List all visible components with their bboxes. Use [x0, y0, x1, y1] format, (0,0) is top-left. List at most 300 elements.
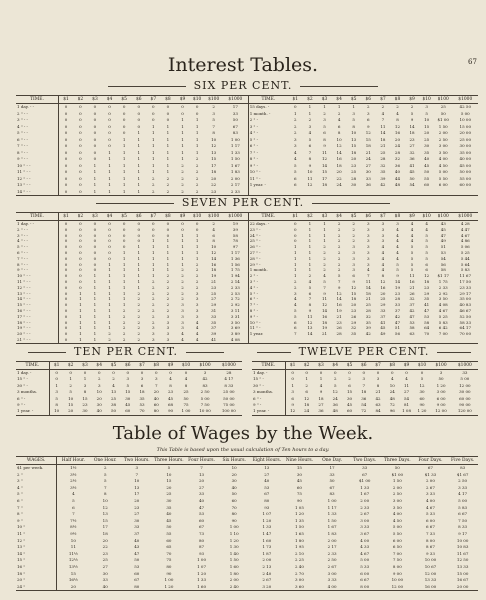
table-cell: 0 — [122, 221, 126, 226]
table-cell: 5 " - — [248, 137, 288, 144]
table-cell: 30 — [346, 395, 353, 401]
table-cell: 12 — [336, 143, 342, 148]
table-cell: 1 — [195, 238, 199, 244]
table-cell: 73 — [199, 530, 205, 536]
table-cell: 0 — [93, 110, 97, 116]
table-cell: 30 — [365, 169, 371, 174]
table-cell: 5 00 — [460, 110, 470, 116]
table-cell: 75 00 — [223, 402, 235, 408]
table-cell — [434, 189, 453, 196]
table-cell: 1 — [166, 149, 170, 155]
table-cell: 27 — [199, 484, 205, 490]
table-cell: 6 — [308, 143, 312, 148]
table-cell: 2 — [352, 226, 355, 232]
table-cell: 42 — [375, 395, 381, 401]
column-header: $5 — [106, 362, 120, 370]
table-cell: 1 — [122, 255, 126, 261]
table-cell: 35 — [365, 319, 371, 325]
table-cell: 1 year. - — [248, 182, 288, 189]
table-cell: 40 — [424, 156, 430, 161]
table-cell: 3 — [367, 232, 370, 238]
table-cell: 9 00 — [392, 570, 402, 576]
table-cell: 33 — [380, 307, 386, 313]
table-cell: 1 — [181, 238, 184, 244]
table-cell: 23 — [204, 189, 223, 196]
table-row — [16, 491, 478, 498]
column-header: $1 — [288, 213, 303, 221]
wages-note: This Table is based upon the usual calculation of Ten hours to a day. — [156, 447, 330, 453]
table-cell: 1 — [122, 249, 126, 255]
column-header: $100 — [204, 96, 223, 104]
table-cell: 4 — [294, 296, 297, 302]
table-cell: 6 " - — [248, 143, 288, 150]
table-cell: 2 — [337, 221, 341, 226]
table-cell: 18 — [424, 278, 430, 284]
table-cell: 1 33 — [360, 484, 370, 490]
table-cell: 0 — [79, 238, 82, 244]
table-cell: 2 — [152, 175, 155, 181]
table-cell: 2 50 — [392, 491, 402, 497]
table-cell: 2 — [195, 169, 199, 174]
table-cell: 1 — [195, 117, 199, 122]
column-header: $4 — [328, 362, 342, 370]
table-cell: 2 25 — [294, 557, 304, 563]
table-cell: 3 00 — [294, 577, 304, 583]
table-cell: 80 — [149, 408, 163, 415]
table-cell: 1 — [152, 156, 155, 161]
table-cell: 0 — [79, 104, 82, 109]
table-cell: $1 00 — [358, 478, 371, 484]
table-cell: 53 — [440, 249, 446, 255]
table-cell: 13 — [134, 484, 140, 490]
table-cell: 2 — [181, 278, 184, 284]
column-header: $2 — [303, 96, 318, 104]
table-cell: 1 50 — [229, 557, 239, 563]
table-cell: 12 " — [17, 537, 26, 543]
table-cell: 49 — [440, 238, 446, 244]
table-cell: 2 50 — [458, 478, 468, 484]
table-cell: 7 — [308, 149, 312, 155]
table-cell: 15 — [57, 571, 90, 578]
table-cell: 3 — [181, 319, 184, 325]
table-cell: 30 " - — [17, 382, 28, 388]
table-cell: 0 — [166, 104, 170, 109]
table-cell: 1 — [294, 273, 297, 279]
table-cell: 1 — [49, 383, 63, 389]
table-cell: 1 — [166, 261, 170, 267]
table-cell: 33 — [329, 471, 335, 477]
table-cell: 12 — [285, 408, 299, 415]
table-cell: 0 — [93, 221, 97, 226]
table-cell: 1 — [122, 143, 126, 148]
table-cell: 10 — [166, 471, 172, 477]
table-cell: 11 " - — [248, 325, 288, 331]
table-cell: 2 00 — [327, 537, 337, 543]
table-cell: 18 — [321, 319, 328, 325]
table-cell: 1 — [131, 189, 146, 196]
table-cell: 0 — [93, 143, 97, 148]
table-cell: 0 — [79, 284, 82, 290]
table-cell: 1 17 — [327, 504, 337, 510]
table-cell: 37 — [380, 313, 386, 319]
table-cell: 2 — [181, 290, 184, 296]
table-cell: 16 00 — [414, 584, 448, 591]
table-cell: 9 — [308, 307, 312, 313]
table-cell: 1 — [323, 238, 326, 244]
table-cell: 5 00 — [460, 376, 470, 382]
table-cell: 27 — [134, 511, 140, 517]
table-cell: 9 " - — [248, 314, 288, 320]
table-cell: 4 — [294, 302, 297, 308]
table-cell: 2 — [181, 162, 184, 168]
table-cell: 1 — [137, 162, 140, 168]
table-cell: 80 — [231, 511, 237, 517]
table-cell: 2 00 — [229, 577, 239, 583]
table-cell: 1 — [195, 244, 199, 250]
table-cell: 1 — [166, 143, 170, 148]
table-cell: 0 — [391, 370, 394, 375]
table-cell: 1 — [108, 296, 111, 302]
table-cell: 25 — [365, 302, 371, 308]
table-cell: 0 — [79, 267, 82, 273]
table-cell — [288, 189, 303, 196]
column-header: $4 — [332, 96, 347, 104]
table-cell: 3 33 — [327, 577, 337, 583]
table-cell: 7 " — [17, 504, 23, 510]
column-header: Nine Hours. — [283, 457, 316, 465]
table-cell: 5 — [212, 117, 215, 122]
column-header: $7 — [371, 362, 385, 370]
table-cell: 9 " - - — [17, 156, 28, 161]
table-cell: 1 — [166, 136, 170, 142]
table-cell: 47 — [394, 319, 401, 325]
table-cell: 1 — [122, 175, 126, 181]
table-cell: 2 — [190, 189, 205, 196]
table-cell — [453, 337, 478, 343]
table-cell: 0 — [152, 117, 155, 122]
table-cell: 5 00 — [392, 524, 402, 530]
table-cell: 75 — [166, 557, 172, 563]
table-cell: 4 — [308, 278, 312, 284]
table-cell — [405, 189, 420, 196]
table-cell: 70 — [231, 504, 237, 510]
table-cell: 1 33 — [197, 577, 207, 583]
column-header: $3 — [88, 96, 103, 104]
table-cell: 1 50 — [294, 524, 304, 530]
table-cell: 20 — [96, 395, 102, 401]
table-cell: 10 — [211, 244, 217, 250]
table-cell — [376, 337, 391, 343]
table-cell: 1 year. - — [16, 408, 49, 415]
column-header: $6 — [357, 362, 371, 370]
table-cell: 8½ — [57, 524, 90, 531]
table-cell: 70 — [424, 331, 430, 337]
table-cell: 0 — [58, 291, 73, 297]
table-cell: 2 — [337, 238, 341, 244]
table-cell: 6 00 — [392, 537, 402, 543]
table-cell: 2 — [152, 319, 155, 325]
seven-per-cent-heading-text: SEVEN PER CENT. — [181, 196, 305, 209]
table-cell: 70 — [166, 550, 172, 556]
table-cell: 0 — [166, 110, 170, 116]
column-header: $100 — [434, 213, 453, 221]
table-cell: 7 — [103, 484, 107, 490]
table-cell: 18 — [351, 296, 357, 302]
table-cell: 1 — [166, 162, 170, 168]
table-cell: 0 — [112, 370, 115, 375]
table-cell: 58 — [409, 325, 415, 331]
table-cell: 0 — [166, 117, 170, 122]
table-cell: 4 67 — [425, 504, 435, 510]
table-cell: 2 — [181, 296, 184, 302]
column-header: $1 — [49, 362, 63, 370]
table-cell: 2 — [152, 290, 155, 296]
table-cell: 4 — [381, 110, 385, 116]
table-cell: 2 92 — [438, 290, 448, 296]
table-cell: 17 — [232, 104, 238, 109]
table-cell: 2 — [323, 267, 326, 273]
table-cell: 3 — [439, 370, 443, 375]
table-cell: 2 — [166, 296, 170, 302]
table-cell: 27 — [365, 162, 371, 168]
table-cell: 1 — [181, 244, 184, 250]
table-cell: 33 — [232, 110, 238, 116]
table-cell: 14 — [321, 162, 328, 168]
table-cell: 1 — [122, 169, 126, 174]
table-cell: 1 — [294, 110, 297, 116]
table-cell: 0 — [108, 136, 111, 142]
table-cell: 0 — [93, 261, 97, 267]
table-cell: 2 — [181, 284, 184, 290]
table-cell: 13 " - - — [17, 290, 31, 296]
table-cell: 2 — [337, 267, 341, 273]
table-cell: 4 — [425, 226, 428, 232]
table-cell: 17 — [329, 465, 335, 470]
table-cell: 2 — [146, 189, 161, 196]
table-cell: 1 — [152, 249, 155, 255]
table-cell: 65 — [166, 544, 172, 550]
table-cell: 6 " - - — [17, 249, 28, 255]
table-cell: 3 — [352, 244, 355, 250]
table-cell: 16 — [336, 302, 342, 308]
table-cell: 35 — [166, 504, 172, 510]
table-cell: 2 — [195, 156, 199, 161]
table-cell: 36 — [361, 395, 367, 401]
table-cell: 55 — [166, 530, 172, 536]
table-cell: 0 — [137, 232, 140, 238]
table-cell: 1 — [93, 296, 97, 302]
table-cell: 0 — [294, 238, 297, 244]
table-cell: 25 — [424, 136, 430, 142]
table-cell: 2 — [212, 104, 215, 109]
table-cell: 1 47 — [262, 530, 272, 536]
table-cell: 35 — [139, 395, 145, 401]
table-cell: 20 — [351, 302, 357, 308]
table-cell: 2 — [137, 325, 140, 331]
table-cell: 1 — [152, 261, 155, 267]
table-cell: 7 " - - — [17, 143, 28, 148]
table-cell: 12 00 — [381, 584, 414, 591]
table-cell: 4 67 — [438, 307, 448, 313]
table-row — [16, 478, 478, 485]
table-cell: 2 — [112, 376, 115, 382]
table-cell: 1 — [294, 255, 297, 261]
table-cell: 53 — [134, 563, 140, 569]
table-cell: 1 — [195, 130, 199, 135]
table-cell: 1 — [137, 169, 140, 174]
table-cell — [346, 337, 361, 343]
table-cell: 3 — [181, 307, 184, 313]
table-row — [16, 531, 478, 538]
table-cell: 4 — [367, 267, 370, 273]
table-cell: 5 — [410, 244, 414, 250]
table-cell: 43 — [134, 544, 140, 550]
table-cell: 4 " — [17, 484, 23, 490]
table-cell: 5 — [308, 136, 312, 142]
table-cell: 2 — [294, 284, 297, 290]
table-cell: 0 — [181, 104, 184, 109]
table-cell: 0 — [108, 143, 111, 148]
table-cell: 0 — [79, 182, 82, 187]
twelve-per-cent-table — [252, 361, 478, 416]
column-header: Four Days. — [414, 457, 448, 465]
column-header: Two Days. — [348, 457, 381, 465]
column-header: $2 — [73, 213, 88, 221]
table-cell: 10 — [307, 169, 313, 174]
column-header: $1 — [58, 96, 73, 104]
table-cell: 1 — [308, 261, 312, 267]
table-cell: 3 — [152, 331, 155, 337]
table-cell: 1 — [137, 278, 140, 284]
table-cell: 20 — [134, 497, 140, 503]
table-cell: 1 — [294, 244, 297, 250]
table-cell: 9 — [323, 290, 326, 296]
table-cell: 0 — [122, 110, 126, 116]
table-cell: 23 — [211, 284, 217, 290]
table-cell: 40 — [92, 408, 106, 415]
table-cell: 0 — [122, 123, 126, 129]
table-cell: 72 — [357, 408, 371, 415]
table-cell: 4 28 — [460, 221, 470, 226]
table-cell: 3 — [381, 232, 385, 238]
table-cell: 0 — [58, 256, 73, 262]
table-cell: 1 — [102, 189, 117, 196]
table-cell: 1 20 — [153, 584, 186, 591]
table-cell: 10 00 — [456, 537, 469, 543]
table-row — [16, 485, 478, 492]
table-cell: 25 00 — [459, 136, 471, 142]
table-cell: 4 47 — [460, 226, 470, 232]
table-cell: 3 — [352, 110, 355, 116]
table-cell: 15 — [166, 478, 172, 484]
table-cell: 67 — [134, 577, 140, 583]
table-cell: 1 — [122, 278, 126, 284]
table-cell: 37 — [409, 302, 415, 308]
table-cell: 0 — [181, 226, 184, 232]
table-cell: 27 — [409, 143, 415, 148]
table-cell: 23 — [168, 389, 174, 395]
table-cell: 1 — [152, 244, 155, 250]
table-cell: 1 — [152, 136, 155, 142]
table-cell: 58 — [232, 232, 238, 238]
table-cell: 25 — [166, 491, 172, 497]
table-cell: 1 — [108, 319, 111, 325]
table-cell: 3 — [352, 261, 355, 267]
table-cell: 4 00 — [316, 584, 349, 591]
table-cell: 0 — [122, 104, 126, 109]
table-cell: 3 — [381, 221, 385, 226]
table-cell: 1 — [122, 156, 126, 161]
six-per-cent-heading — [0, 79, 486, 92]
table-cell: 1 — [195, 136, 199, 142]
table-cell: 12 — [380, 278, 386, 284]
table-cell: 36 — [409, 156, 415, 161]
table-cell: 1 08 — [399, 408, 413, 415]
column-header: $5 — [346, 96, 361, 104]
table-cell: 11 67 — [456, 550, 469, 556]
table-cell: 0 — [58, 227, 73, 233]
table-row — [16, 498, 478, 505]
table-cell: 4 00 — [360, 537, 370, 543]
table-cell: 13 — [199, 471, 205, 477]
table-cell: 5 — [352, 117, 355, 122]
table-cell: 2 — [137, 296, 140, 302]
table-cell: 1 — [308, 255, 312, 261]
column-header: One Day. — [316, 457, 349, 465]
table-cell: 3 — [155, 376, 158, 382]
table-cell: 16 — [321, 313, 328, 319]
table-cell: 2 40 — [262, 570, 272, 576]
table-cell: 50 — [394, 465, 400, 470]
table-cell: 1 — [79, 307, 82, 313]
column-header: $8 — [161, 213, 176, 221]
table-cell: 6 " - — [248, 296, 288, 302]
table-cell: 0 — [181, 110, 184, 116]
table-cell — [390, 189, 405, 196]
table-cell: 0 — [166, 232, 170, 238]
table-cell — [361, 189, 376, 196]
table-cell: 0 — [137, 238, 140, 244]
table-cell: 41 — [409, 162, 415, 168]
table-cell: 2 — [161, 189, 176, 196]
table-cell: 3 " - - — [17, 232, 28, 238]
table-cell: 2 40 — [294, 563, 304, 569]
table-cell: 9 — [396, 273, 399, 279]
table-cell: 2 — [367, 104, 370, 109]
table-cell: 12 — [211, 143, 217, 148]
table-cell: 0 — [58, 117, 73, 124]
table-cell: 1 day. - — [253, 370, 268, 375]
column-header: $100 — [434, 96, 453, 104]
table-cell: 2 — [97, 376, 101, 382]
table-cell: 1 75 — [438, 278, 448, 284]
table-cell: 0 — [294, 104, 297, 109]
table-cell: 18 " - - — [17, 319, 31, 325]
table-cell: 0 — [152, 232, 155, 238]
column-header: $5 — [117, 96, 132, 104]
table-cell: 4 86 — [460, 238, 470, 244]
table-cell: 3 60 — [283, 584, 316, 591]
table-cell: 50 — [166, 524, 172, 530]
table-cell: 0 — [58, 244, 73, 250]
table-cell: 2 — [181, 175, 184, 181]
table-cell: 3 " - — [248, 279, 288, 285]
table-cell: 12 — [424, 273, 430, 279]
table-cell: 1 — [108, 290, 111, 296]
table-cell: 0 — [79, 255, 82, 261]
table-cell: 0 — [169, 370, 172, 375]
table-cell: 12 — [102, 504, 108, 510]
